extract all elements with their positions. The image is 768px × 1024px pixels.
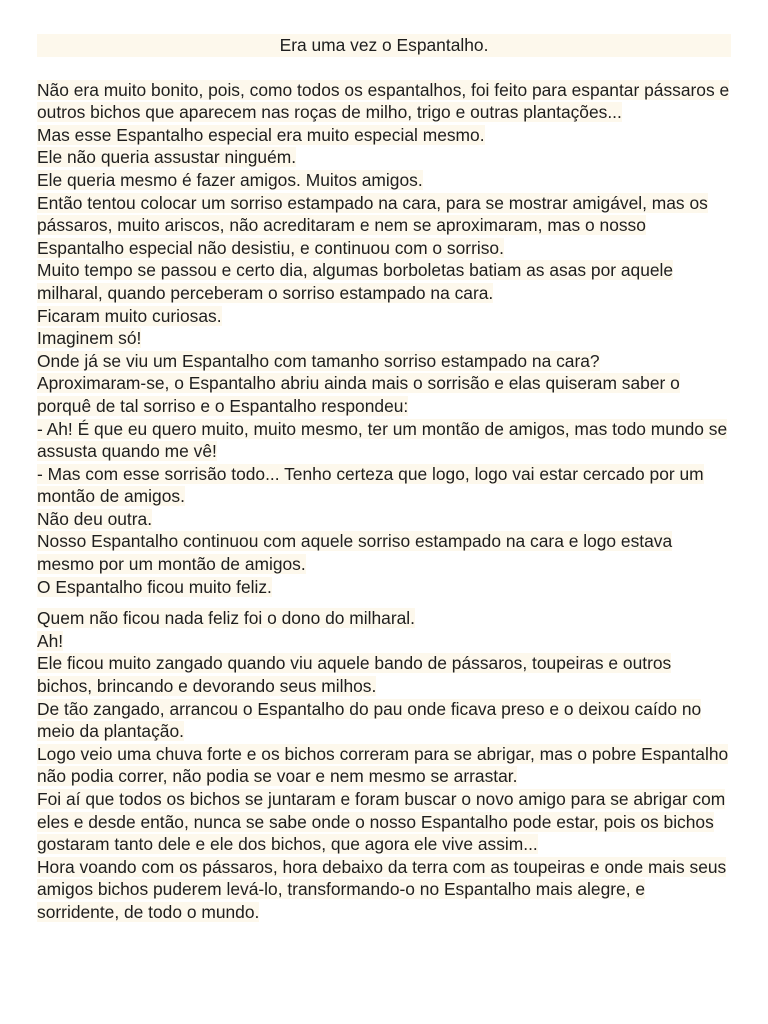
paragraph: De tão zangado, arrancou o Espantalho do pau onde ficava preso e o deixou caído no meio da plantação.: [37, 698, 702, 742]
paragraph: - Mas com esse sorrisão todo... Tenho certeza que logo, logo vai estar cercado por um montão de amigos.: [37, 463, 704, 507]
paragraph: Ele queria mesmo é fazer amigos. Muitos amigos.: [37, 169, 423, 190]
paragraph: Mas esse Espantalho especial era muito especial mesmo.: [37, 124, 485, 145]
paragraph: Não deu outra.: [37, 508, 153, 529]
paragraph: Ele não queria assustar ninguém.: [37, 147, 297, 168]
paragraph: Foi aí que todos os bichos se juntaram e foram buscar o novo amigo para se abrigar com eles e desde então, nunca se sabe onde o nosso Espantalho pode estar, pois os bichos gostaram tanto dele e ele dos bichos, que agora ele vive assim...: [37, 789, 726, 855]
paragraph: Ficaram muito curiosas.: [37, 305, 222, 326]
paragraph: Nosso Espantalho continuou com aquele sorriso estampado na cara e logo estava mesmo por um montão de amigos.: [37, 531, 673, 575]
paragraph: Muito tempo se passou e certo dia, algumas borboletas batiam as asas por aquele milharal, quando perceberam o sorriso estampado na cara.: [37, 260, 674, 303]
paragraph: Então tentou colocar um sorriso estampado na cara, para se mostrar amigável, mas os pássaros, muito ariscos, não acreditaram e nem se aproximaram, mas o nosso Espantalho especial não desistiu, e continuou com o sorriso.: [37, 192, 708, 258]
paragraph: Quem não ficou nada feliz foi o dono do milharal.: [37, 608, 415, 629]
paragraph: Hora voando com os pássaros, hora debaixo da terra com as toupeiras e onde mais seus amigos bichos puderem levá-lo, transformando-o no Espantalho mais alegre, e sorridente, de todo o mundo.: [37, 856, 727, 922]
paragraph: - Ah! É que eu quero muito, muito mesmo, ter um montão de amigos, mas todo mundo se assusta quando me vê!: [37, 418, 728, 462]
paragraph: Onde já se viu um Espantalho com tamanho sorriso estampado na cara?: [37, 350, 600, 371]
story-page: [37, 34, 731, 924]
paragraph: Ah!: [37, 630, 64, 651]
story-section-1: [37, 79, 731, 599]
paragraph: Aproximaram-se, o Espantalho abriu ainda mais o sorrisão e elas quiseram saber o porquê de tal sorriso e o Espantalho respondeu:: [37, 373, 680, 416]
paragraph: Ele ficou muito zangado quando viu aquele bando de pássaros, toupeiras e outros bichos, brincando e devorando seus milhos.: [37, 653, 672, 697]
paragraph: Imaginem só!: [37, 328, 142, 349]
story-title: Era uma vez o Espantalho.: [37, 34, 731, 57]
paragraph: Não era muito bonito, pois, como todos os espantalhos, foi feito para espantar pássaros e outros bichos que aparecem nas roças de milho, trigo e outras plantações...: [37, 79, 730, 123]
paragraph: O Espantalho ficou muito feliz.: [37, 576, 272, 597]
paragraph: Logo veio uma chuva forte e os bichos correram para se abrigar, mas o pobre Espantalho não podia correr, não podia se voar e nem mesmo se arrastar.: [37, 743, 729, 787]
story-section-2: [37, 607, 731, 923]
